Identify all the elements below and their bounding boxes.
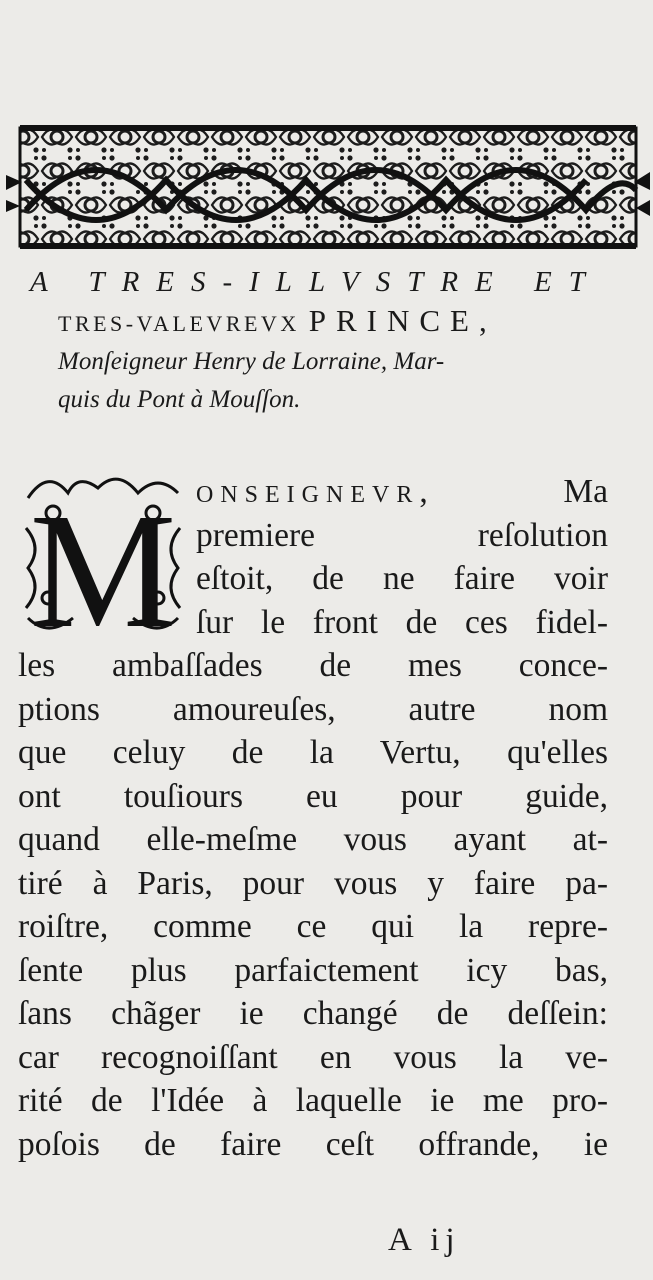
body-line: quand elle-meſme vous ayant at- — [18, 821, 608, 858]
body-line: ont touſiours eu pour guide, — [18, 777, 608, 815]
signature-mark: A ij — [388, 1222, 461, 1258]
body-line: roiſtre, comme ce qui la repre- — [18, 908, 608, 945]
heading-line-2-big: PRINCE, — [308, 303, 497, 338]
body-smallcaps: ONSEIGNEVR — [196, 482, 420, 508]
body-line: ſente plus parfaictement icy bas, — [18, 951, 608, 989]
heading-line-4: quis du Pont à Mouſſon. — [58, 386, 301, 413]
body-line: ſur le front de ces fidel- — [196, 603, 608, 641]
body-line: les ambaſſades de mes conce- — [18, 647, 608, 684]
heading-line-2 — [30, 302, 630, 343]
body-line: que celuy de la Vertu, qu'elles — [18, 734, 608, 771]
body-first-rest: , Ma — [419, 473, 608, 510]
dedication-heading — [30, 262, 630, 419]
body-line: poſois de faire ceſt offrande, ie — [18, 1125, 608, 1163]
body-line: ptions amoureuſes, autre nom — [18, 690, 608, 728]
heading-line-2-small: TRES-VALEVREVX — [58, 311, 300, 336]
body-line: premiere reſolution — [196, 516, 608, 554]
heading-line-1: A TRES-ILLVSTRE ET — [30, 266, 602, 298]
body-line: eſtoit, de ne faire voir — [196, 560, 608, 597]
body-line: rité de l'Idée à laquelle ie me pro- — [18, 1082, 608, 1119]
dropcap-letter: M — [29, 479, 177, 640]
body-line: tiré à Paris, pour vous y faire pa- — [18, 864, 608, 902]
heading-line-3: Monſeigneur Henry de Lorraine, Mar- — [58, 348, 445, 375]
ornament-band — [6, 120, 650, 255]
body-line-1 — [18, 470, 608, 514]
body-line: ſans chãger ie changé de deſſein: — [18, 995, 608, 1032]
body-line: car recognoiſſant en vous la ve- — [18, 1038, 608, 1076]
body-text — [18, 470, 608, 1166]
